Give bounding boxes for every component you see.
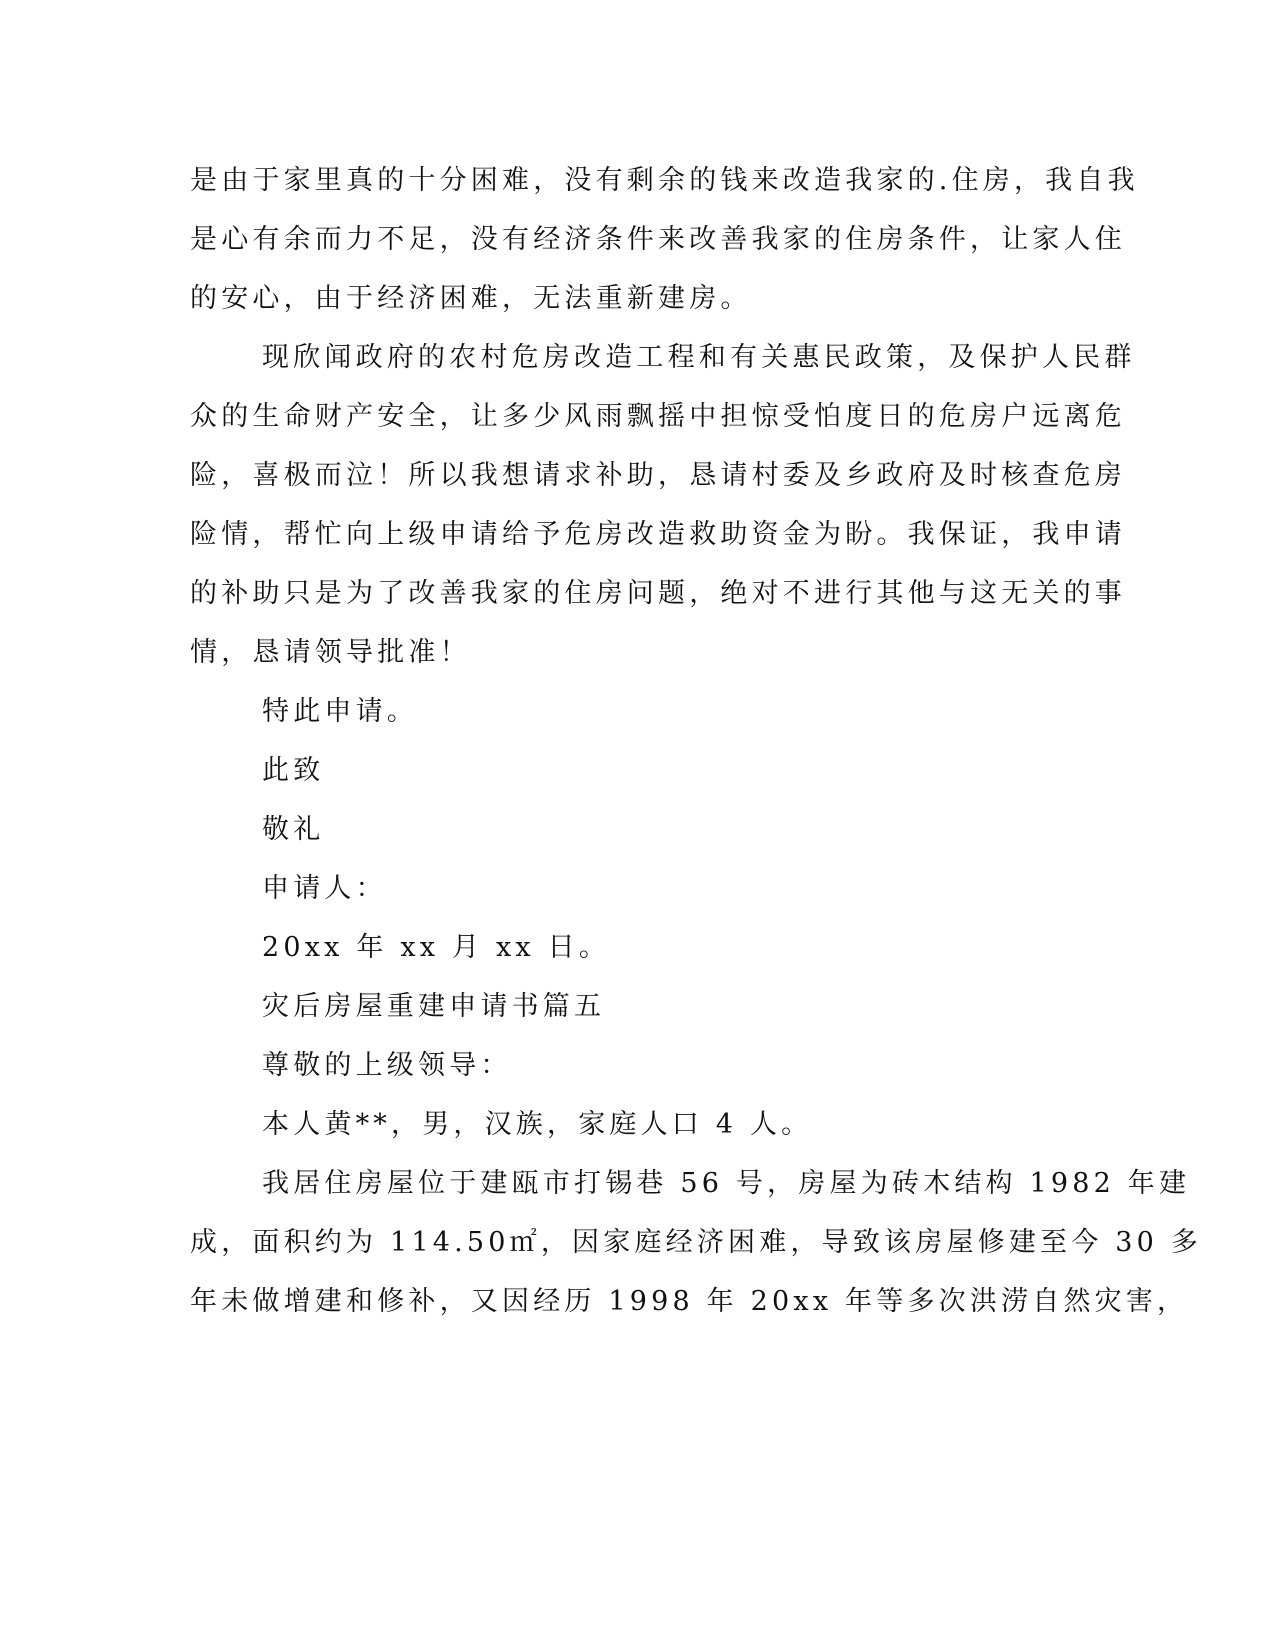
text-line-8: 的补助只是为了改善我家的住房问题，绝对不进行其他与这无关的事 xyxy=(190,578,1126,609)
text-line-4: 现欣闻政府的农村危房改造工程和有关惠民政策，及保护人民群 xyxy=(262,342,1136,373)
text-line-17: 本人黄**，男，汉族，家庭人口 4 人。 xyxy=(262,1109,813,1140)
text-line-6: 险，喜极而泣！所以我想请求补助，恳请村委及乡政府及时核查危房 xyxy=(190,460,1126,491)
text-line-15: 灾后房屋重建申请书篇五 xyxy=(262,991,606,1022)
text-line-3: 的安心，由于经济困难，无法重新建房。 xyxy=(190,283,752,314)
text-line-9: 情，恳请领导批准！ xyxy=(190,637,471,668)
text-line-14: 20xx 年 xx 月 xx 日。 xyxy=(262,932,611,963)
text-line-12: 敬礼 xyxy=(262,814,325,845)
text-line-5: 众的生命财产安全，让多少风雨飘摇中担惊受怕度日的危房户远离危 xyxy=(190,401,1126,432)
text-line-10: 特此申请。 xyxy=(262,696,418,727)
text-line-7: 险情，帮忙向上级申请给予危房改造救助资金为盼。我保证，我申请 xyxy=(190,519,1126,550)
text-line-18: 我居住房屋位于建瓯市打锡巷 56 号，房屋为砖木结构 1982 年建 xyxy=(262,1168,1191,1199)
text-line-13: 申请人： xyxy=(262,873,387,904)
text-line-16: 尊敬的上级领导： xyxy=(262,1050,512,1081)
text-line-1: 是由于家里真的十分困难，没有剩余的钱来改造我家的.住房，我自我 xyxy=(190,165,1139,196)
text-line-20: 年未做增建和修补，又因经历 1998 年 20xx 年等多次洪涝自然灾害， xyxy=(190,1286,1189,1317)
text-line-19: 成，面积约为 114.50㎡，因家庭经济困难，导致该房屋修建至今 30 多 xyxy=(190,1227,1202,1258)
text-line-2: 是心有余而力不足，没有经济条件来改善我家的住房条件，让家人住 xyxy=(190,224,1126,255)
text-line-11: 此致 xyxy=(262,755,325,786)
